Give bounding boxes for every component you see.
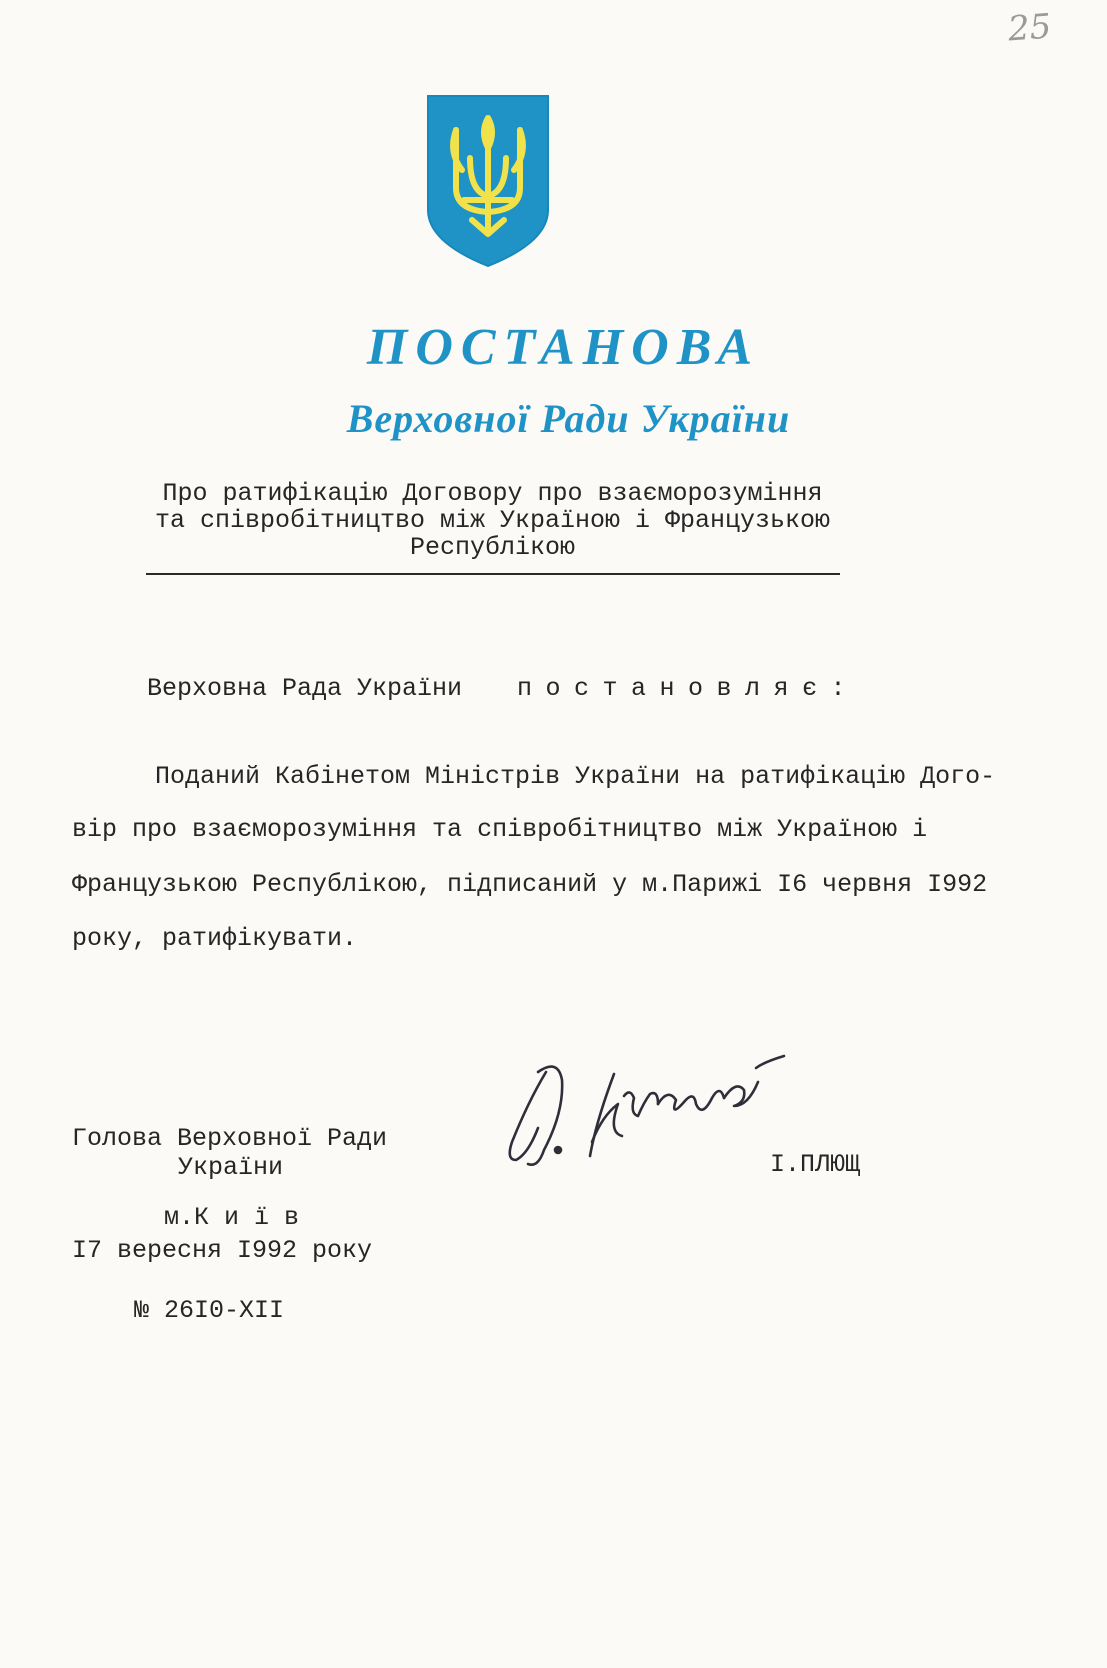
signer-position: Голова Верховної Ради	[72, 1124, 388, 1153]
body-line: року, ратифікувати.	[72, 924, 358, 953]
page-number: 25	[1006, 6, 1053, 50]
document-type-heading: ПОСТАНОВА	[366, 319, 761, 376]
document-number: № 26I0-XII	[134, 1296, 285, 1325]
place-of-signing: м.К и ї в	[164, 1203, 300, 1232]
trident-icon	[424, 92, 552, 270]
preamble-verb: постановляє:	[517, 674, 860, 703]
document-subject: Про ратифікацію Договору про взаєморозуміння та співробітництво між Україною і Французькою Республікою	[154, 479, 831, 562]
body-line: вір про взаєморозуміння та співробітництво між Україною і	[72, 815, 928, 844]
preamble-subject: Верховна Рада України	[147, 674, 463, 703]
signer-position: України	[178, 1153, 284, 1182]
issuer-heading: Верховної Ради України	[346, 396, 791, 441]
body-line: Французькою Республікою, підписаний у м.Парижі I6 червня I992	[72, 870, 988, 899]
signer-name: І.ПЛЮЩ	[770, 1150, 861, 1179]
subject-underline	[146, 573, 840, 575]
body-line: Поданий Кабінетом Міністрів України на ратифікацію Дого-	[155, 762, 996, 791]
document-date: I7 вересня I992 року	[72, 1236, 373, 1265]
